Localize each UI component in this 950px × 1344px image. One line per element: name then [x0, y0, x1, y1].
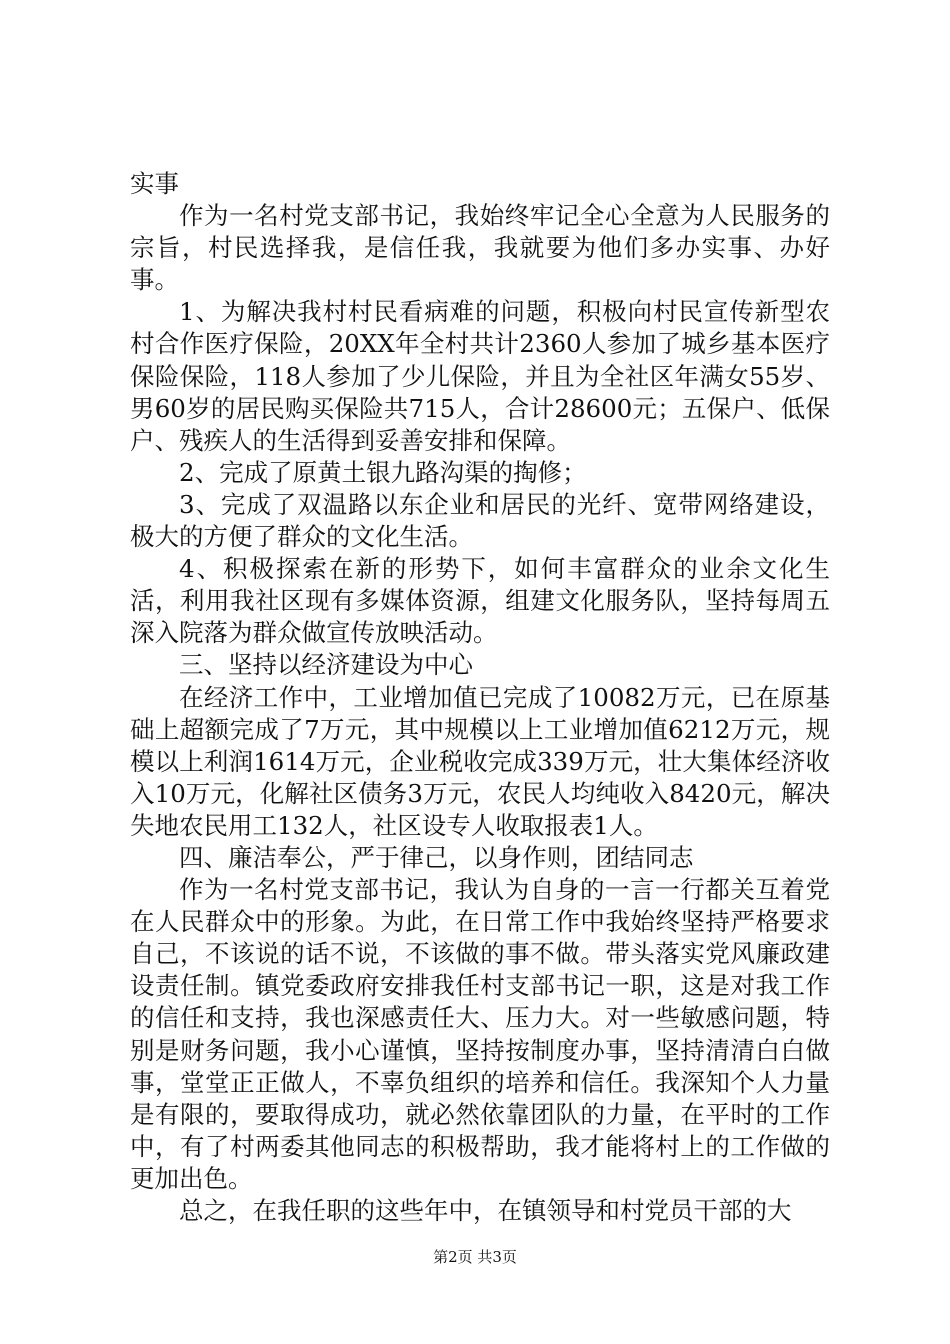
paragraph-conclusion: 总之，在我任职的这些年中，在镇领导和村党员干部的大	[179, 1196, 792, 1225]
paragraph-intro: 作为一名村党支部书记，我始终牢记全心全意为人民服务的宗旨，村民选择我，是信任我，我就要为他们多办实事、办好事。	[130, 201, 830, 295]
paragraph-item-4: 4、积极探索在新的形势下，如何丰富群众的业余文化生活，利用我社区现有多媒体资源，组建文化服务队，坚持每周五深入院落为群众做宣传放映活动。	[130, 554, 830, 648]
paragraph-integrity: 作为一名村党支部书记，我认为自身的一言一行都关互着党在人民群众中的形象。为此，在日常工作中我始终坚持严格要求自己，不该说的话不说，不该做的事不做。带头落实党风廉政建设责任制。镇党委政府安排我任村支部书记一职，这是对我工作的信任和支持，我也深感责任大、压力大。对一些敏感问题，特别是财务问题，我小心谨慎，坚持按制度办事，坚持清清白白做事，堂堂正正做人，不辜负组织的培养和信任。我深知个人力量是有限的，要取得成功，就必然依靠团队的力量，在平时的工作中，有了村两委其他同志的积极帮助，我才能将村上的工作做的更加出色。	[130, 875, 830, 1193]
document-body	[130, 168, 830, 1227]
page-number-footer: 第2页 共3页	[433, 1248, 517, 1266]
section-heading-economy: 三、坚持以经济建设为中心	[179, 650, 473, 680]
paragraph-continuation: 实事	[130, 169, 179, 198]
paragraph-item-1: 1、为解决我村村民看病难的问题，积极向村民宣传新型农村合作医疗保险，20XX年全村共计2360人参加了城乡基本医疗保险保险，118人参加了少儿保险，并且为全社区年满女55岁、男60岁的居民购买保险共715人，合计28600元；五保户、低保户、残疾人的生活得到妥善安排和保障。	[130, 297, 830, 455]
paragraph-economy: 在经济工作中，工业增加值已完成了10082万元，已在原基础上超额完成了7万元，其中规模以上工业增加值6212万元，规模以上利润1614万元，企业税收完成339万元，壮大集体经济收入10万元，化解社区债务3万元，农民人均纯收入8420元，解决失地农民用工132人，社区设专人收取报表1人。	[130, 682, 830, 840]
paragraph-item-2: 2、完成了原黄土银九路沟渠的掏修；	[179, 457, 587, 487]
paragraph-item-3: 3、完成了双温路以东企业和居民的光纤、宽带网络建设，极大的方便了群众的文化生活。	[130, 489, 830, 552]
section-heading-integrity: 四、廉洁奉公，严于律己，以身作则，团结同志	[179, 842, 694, 872]
